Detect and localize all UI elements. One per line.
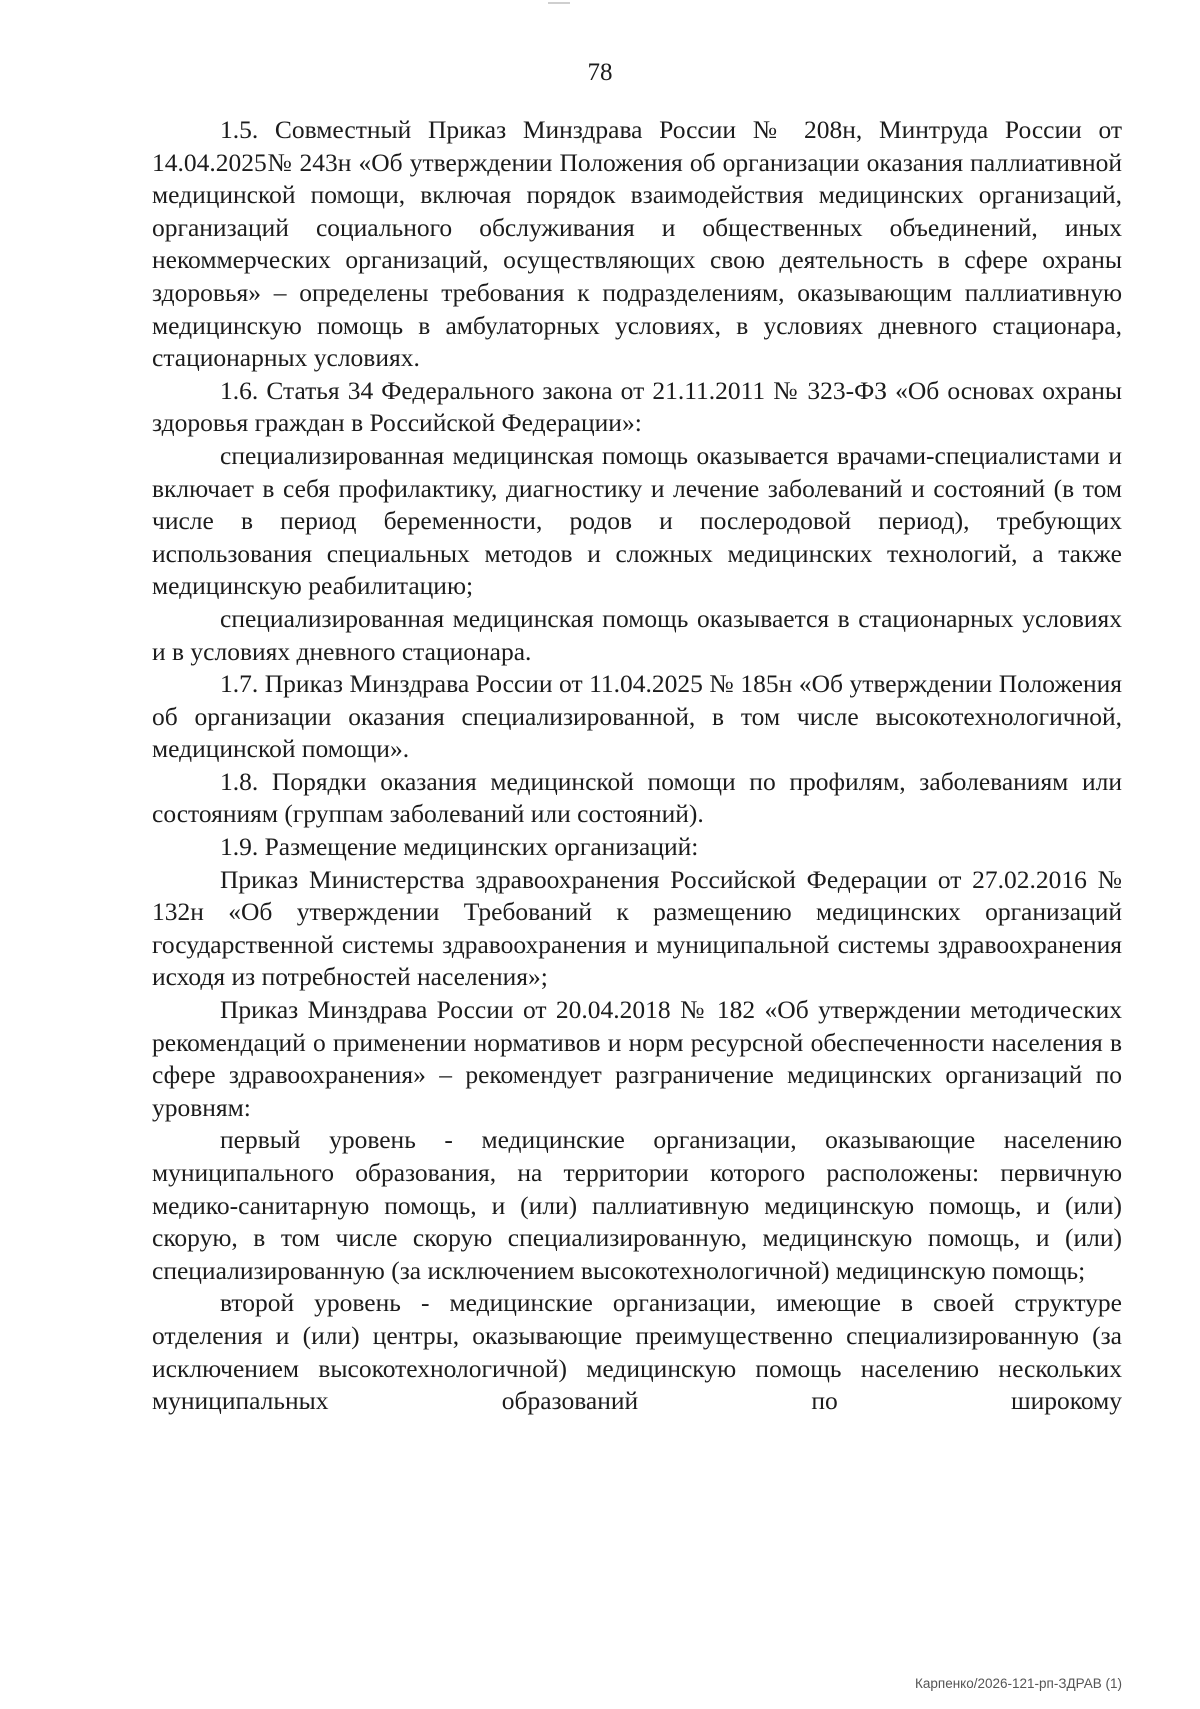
paragraph-1-8: 1.8. Порядки оказания медицинской помощи по профилям, заболеваниям или состояниям (группам заболеваний или состояний). bbox=[152, 766, 1122, 829]
document-footer: Карпенко/2026-121-рп-ЗДРАВ (1) bbox=[915, 1676, 1122, 1691]
paragraph-1-9: 1.9. Размещение медицинских организаций: bbox=[220, 832, 699, 862]
paragraph-order-182: Приказ Минздрава России от 20.04.2018 № 182 «Об утверждении методических рекомендаций о применении нормативов и норм ресурсной обеспеченности населения в сфере здравоохранения» – рекомендует разграничение медицинских организаций по уровням: bbox=[152, 995, 1122, 1122]
paragraph-order-132n: Приказ Министерства здравоохранения Российской Федерации от 27.02.2016 № 132н «Об утверждении Требований к размещению медицинских организаций государственной системы здравоохранения и муниципальной системы здравоохранения исходя из потребностей населения»; bbox=[152, 864, 1122, 992]
paragraph-1-6: 1.6. Статья 34 Федерального закона от 21.11.2011 № 323-ФЗ «Об основах охраны здоровья граждан в Российской Федерации»: bbox=[152, 375, 1122, 438]
paragraph-1-5: 1.5. Совместный Приказ Минздрава России № 208н, Минтруда России от 14.04.2025№ 243н «Об утверждении Положения об организации оказания паллиативной медицинской помощи, включая порядок взаимодействия медицинских организаций, организаций социального обслуживания и общественных объединений, иных некоммерческих организаций, осуществляющих свою деятельность в сфере охраны здоровья» – определены требования к подразделениям, оказывающим паллиативную медицинскую помощь в амбулаторных условиях, в условиях дневного стационара, стационарных условиях. bbox=[152, 115, 1122, 373]
paragraph-1-7: 1.7. Приказ Минздрава России от 11.04.2025 № 185н «Об утверждении Положения об организации оказания специализированной, в том числе высокотехнологичной, медицинской помощи». bbox=[152, 669, 1122, 764]
document-body bbox=[152, 114, 1122, 1418]
paragraph-specialized-conditions: специализированная медицинская помощь оказывается в стационарных условиях и в условиях дневного стационара. bbox=[152, 603, 1122, 666]
paragraph-first-level: первый уровень - медицинские организации, оказывающие населению муниципального образования, на территории которого расположены: первичную медико-санитарную помощь, и (или) паллиативную медицинскую помощь, и (или) скорую, в том числе скорую специализированную, медицинскую помощь, и (или) специализированную (за исключением высокотехнологичной) медицинскую помощь; bbox=[152, 1125, 1122, 1285]
paragraph-second-level: второй уровень - медицинские организации, имеющие в своей структуре отделения и (или) центры, оказывающие преимущественно специализированную (за исключением высокотехнологичной) медицинскую помощь населению нескольких муниципальных образований по широкому bbox=[152, 1288, 1122, 1416]
paragraph-specialized-care: специализированная медицинская помощь оказывается врачами-специалистами и включает в себя профилактику, диагностику и лечение заболеваний и состояний (в том числе в период беременности, родов и послеродовой период), требующих использования специальных методов и сложных медицинских технологий, а также медицинскую реабилитацию; bbox=[152, 440, 1122, 601]
scan-mark bbox=[548, 2, 570, 4]
page-number: 78 bbox=[587, 59, 613, 86]
